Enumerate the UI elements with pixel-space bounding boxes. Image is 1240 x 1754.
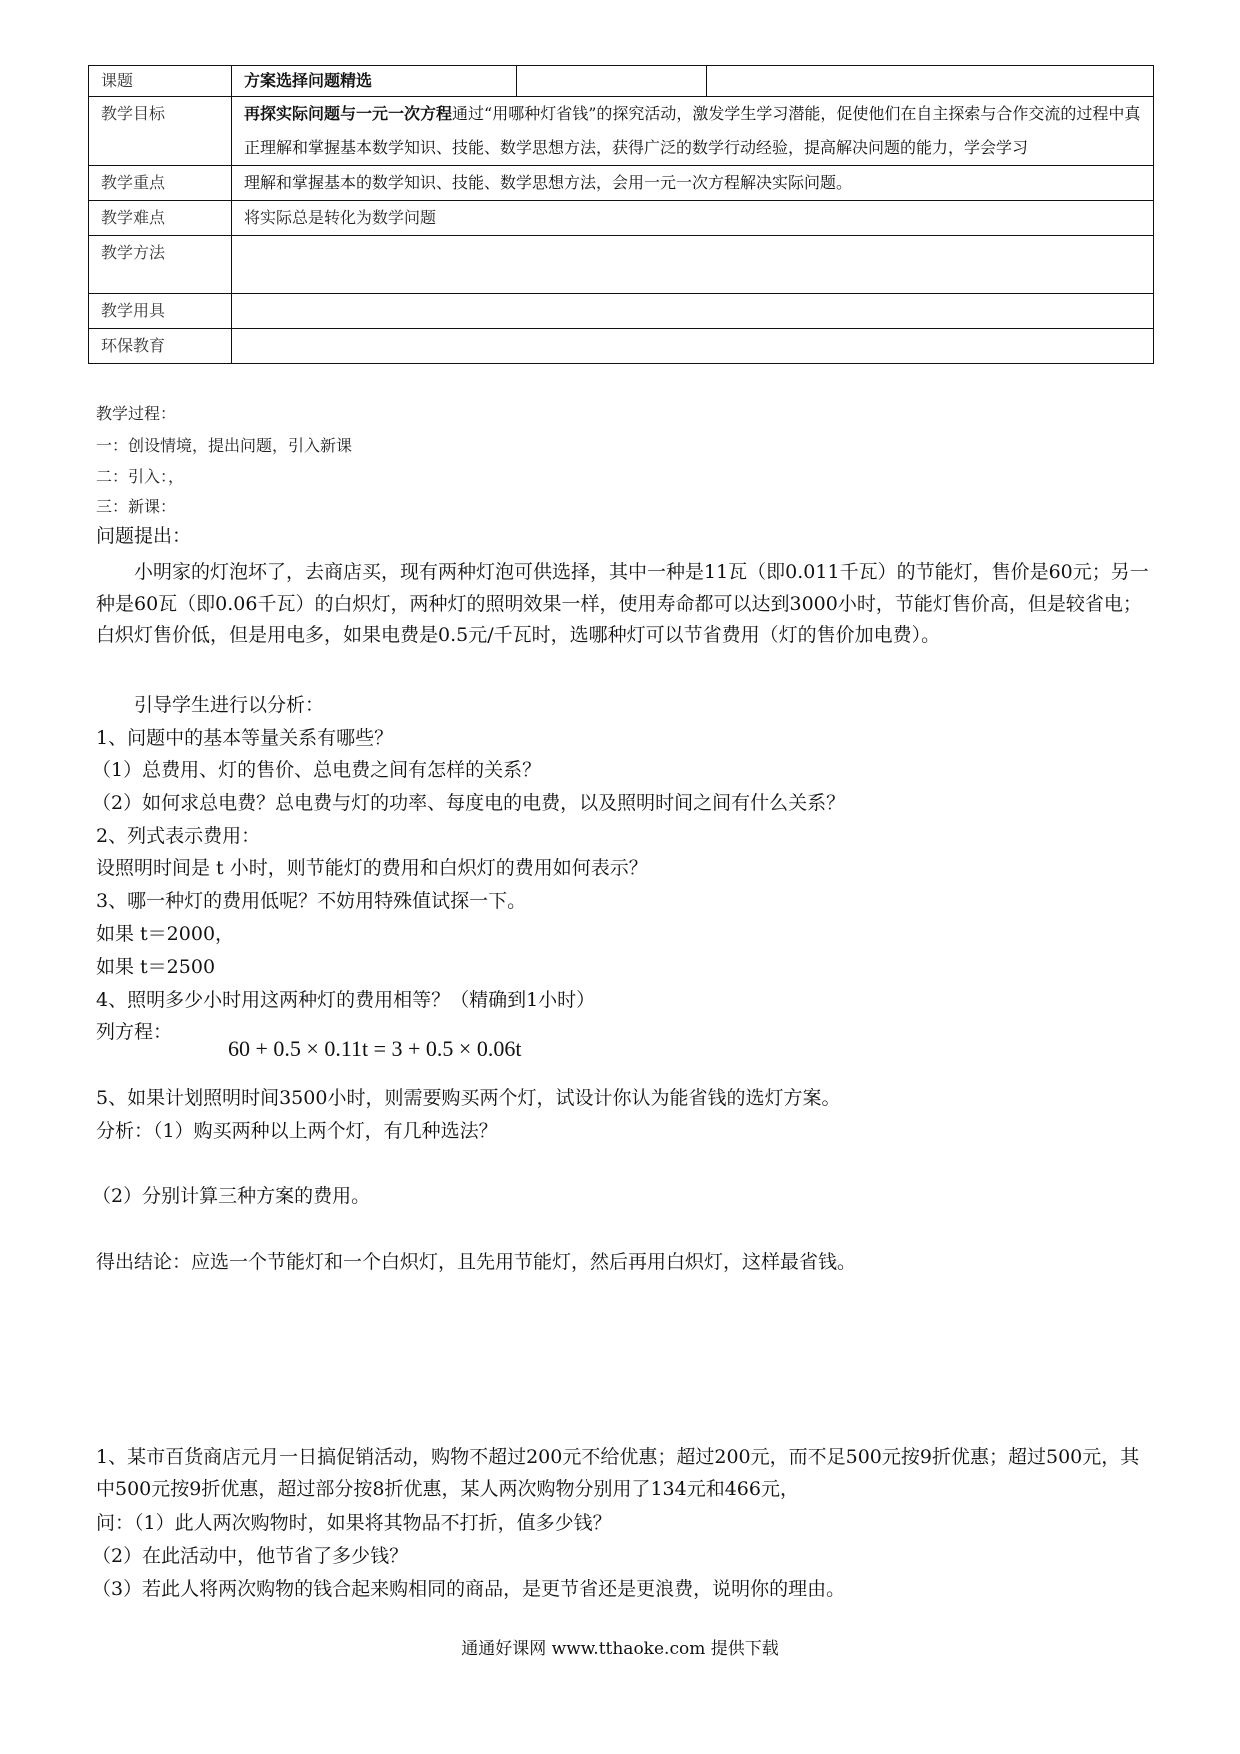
exercise-paragraph-1: 1、某市百货商店元月一日搞促销活动，购物不超过200元不给优惠；超过200元，而不足500元按9折优惠；超过500元，其中500元按9折优惠，超过部分按8折优惠，某人两次购物分别用了134元和466元， [96, 1446, 1140, 1500]
equation: 60 + 0.5 × 0.11t = 3 + 0.5 × 0.06t [228, 1036, 522, 1061]
guide-line: 引导学生进行以分析： [134, 694, 325, 716]
question-3a: 如果 t＝2000， [96, 923, 235, 945]
question-5a: 分析：（1）购买两种以上两个灯，有几种选法？ [96, 1120, 498, 1142]
lesson-info-table [88, 65, 1154, 364]
process-title: 教学过程： [96, 404, 177, 423]
question-1: 1、问题中的基本等量关系有哪些？ [96, 727, 394, 749]
eco-label: 环保教育 [89, 329, 232, 364]
topic-empty-cell-2 [707, 66, 1154, 97]
question-3b: 如果 t＝2500 [96, 956, 216, 978]
goal-cell [232, 97, 1154, 166]
process-step-2: 二：引入：， [96, 467, 185, 486]
goal-label: 教学目标 [89, 97, 232, 166]
problem-paragraph: 小明家的灯泡坏了，去商店买，现有两种灯泡可供选择，其中一种是11瓦（即0.011千瓦）的节能灯，售价是60元；另一种是60瓦（即0.06千瓦）的白炽灯，两种灯的照明效果一样，使用寿命都可以达到3000小时，节能灯售价高，但是较省电；白炽灯售价低，但是用电多，如果电费是0.5元/千瓦时，选哪种灯可以节省费用（灯的售价加电费）。 [96, 561, 1149, 646]
question-4: 4、照明多少小时用这两种灯的费用相等？（精确到1小时） [96, 989, 596, 1011]
exercise-question-1: 问：（1）此人两次购物时，如果将其物品不打折，值多少钱？ [96, 1512, 612, 1534]
question-2a: 设照明时间是 t 小时，则节能灯的费用和白炽灯的费用如何表示？ [96, 857, 648, 879]
goal-text: 通过“用哪种灯省钱”的探究活动，激发学生学习潜能，促使他们在自主探索与合作交流的过程中真正理解和掌握基本数学知识、技能、数学思想方法，获得广泛的数学行动经验，提高解决问题的能力，学会学习 [244, 104, 1141, 157]
question-2: 2、列式表示费用： [96, 825, 261, 847]
tools-label: 教学用具 [89, 294, 232, 329]
eco-value [232, 329, 1154, 364]
footer-source: 通通好课网 www.tthaoke.com 提供下载 [461, 1639, 779, 1659]
exercise-question-3: （3）若此人将两次购物的钱合起来购相同的商品，是更节省还是更浪费，说明你的理由。 [92, 1578, 846, 1600]
equation-label: 列方程： [96, 1021, 173, 1043]
topic-value: 方案选择问题精选 [232, 66, 517, 97]
exercise-question-2: （2）在此活动中，他节省了多少钱？ [92, 1545, 409, 1567]
question-1b: （2）如何求总电费？总电费与灯的功率、每度电的电费，以及照明时间之间有什么关系？ [92, 792, 846, 814]
difficulty-text: 将实际总是转化为数学问题 [232, 201, 1154, 236]
process-step-1: 一：创设情境，提出问题，引入新课 [96, 436, 353, 455]
method-value [232, 236, 1154, 294]
question-1a: （1）总费用、灯的售价、总电费之间有怎样的关系？ [92, 759, 542, 781]
goal-bold: 再探实际问题与一元一次方程 [244, 104, 453, 123]
focus-text: 理解和掌握基本的数学知识、技能、数学思想方法，会用一元一次方程解决实际问题。 [232, 166, 1154, 201]
method-label: 教学方法 [89, 236, 232, 294]
topic-label: 课题 [89, 66, 232, 97]
tools-value [232, 294, 1154, 329]
focus-label: 教学重点 [89, 166, 232, 201]
difficulty-label: 教学难点 [89, 201, 232, 236]
question-3: 3、哪一种灯的费用低呢？不妨用特殊值试探一下。 [96, 890, 527, 912]
conclusion: 得出结论：应选一个节能灯和一个白炽灯，且先用节能灯，然后再用白炽灯，这样最省钱。 [96, 1251, 857, 1273]
question-5b: （2）分别计算三种方案的费用。 [92, 1185, 371, 1207]
topic-empty-cell-1 [517, 66, 707, 97]
question-5: 5、如果计划照明时间3500小时，则需要购买两个灯，试设计你认为能省钱的选灯方案。 [96, 1087, 841, 1109]
process-step-3: 三：新课： [96, 497, 177, 516]
question-heading: 问题提出： [96, 525, 192, 547]
